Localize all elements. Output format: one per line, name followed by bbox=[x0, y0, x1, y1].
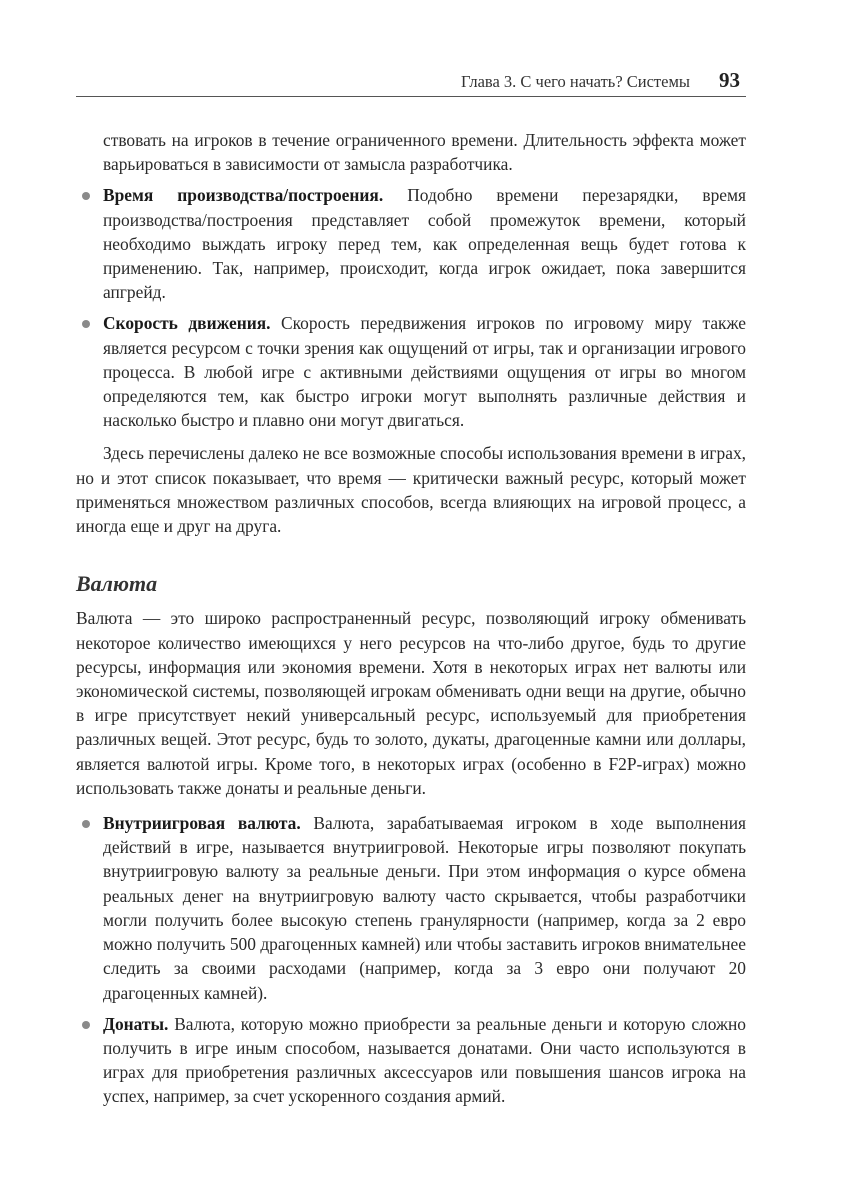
list-item-text: Подобно времени перезарядки, время производства/построения представляет собой промежуток времени, который необходимо выждать игроку перед тем, как определенная вещь будет готова к применению. Так, например, происходит, когда игрок ожидает, пока завершится апгрейд. bbox=[103, 185, 746, 303]
list-item-term: Внутриигровая валюта. bbox=[103, 813, 301, 834]
running-header bbox=[76, 68, 746, 97]
bullet-icon bbox=[82, 320, 90, 328]
summary-paragraph: Здесь перечислены далеко не все возможные способы использования времени в играх, но и этот список показывает, что время — критически важный ресурс, который может применяться множеством различных способов, всегда влияющих на игровой процесс, а иногда еще и друг на друга. bbox=[76, 443, 746, 537]
bullet-icon bbox=[82, 820, 90, 828]
page-body bbox=[76, 128, 746, 1109]
list-item-term: Время производства/построения. bbox=[103, 185, 384, 206]
list-item bbox=[76, 811, 746, 1005]
page-number: 93 bbox=[719, 68, 740, 92]
list-item bbox=[76, 311, 746, 432]
list-item bbox=[76, 1012, 746, 1109]
continuation-text: ствовать на игроков в течение ограниченного времени. Длительность эффекта может варьироваться в зависимости от замысла разработчика. bbox=[103, 130, 746, 175]
section-heading: Валюта bbox=[76, 571, 158, 597]
list-item-term: Донаты. bbox=[103, 1013, 169, 1034]
section-paragraph: Валюта — это широко распространенный ресурс, позволяющий игроку обменивать некоторое количество имеющихся у него ресурсов на что-либо другое, будь то другие ресурсы, информация или экономия времени. Хотя в некоторых играх нет валюты или экономической системы, позволяющей игрокам обменивать одни вещи на другие, обычно в игре присутствует некий универсальный ресурс, используемый для приобретения различных вещей. Этот ресурс, будь то золото, дукаты, драгоценные камни или доллары, является валютой игры. Кроме того, в некоторых играх (особенно в F2P-играх) можно использовать также донаты и реальные деньги. bbox=[76, 608, 746, 798]
list-item-text: Скорость передвижения игроков по игровому миру также является ресурсом с точки зрения как ощущений от игры, так и организации игрового процесса. В любой игре с активными действиями ощущения от игры во многом определяются тем, как быстро игроки могут выполнять различные действия и насколько быстро и плавно они могут двигаться. bbox=[103, 313, 746, 431]
list-item-text: Валюта, зарабатываемая игроком в ходе выполнения действий в игре, называется внутриигровой. Некоторые игры позволяют покупать внутриигровую валюту за реальные деньги. При этом информация о курсе обмена реальных денег на внутриигровую валюту часто скрывается, чтобы разработчики могли получить более высокую степень гранулярности (например, когда за 2 евро можно получить 500 драгоценных камней) или чтобы заставить игроков внимательнее следить за своими расходами (например, когда за 3 евро они получают 20 драгоценных камней). bbox=[103, 813, 746, 1003]
list-item-text: Валюта, которую можно приобрести за реальные деньги и которую сложно получить в игре иным способом, называется донатами. Они часто используются в играх для приобретения различных аксессуаров или повышения шансов игрока на успех, например, за счет ускоренного создания армий. bbox=[103, 1013, 746, 1107]
bullet-icon bbox=[82, 1021, 90, 1029]
list-item-term: Скорость движения. bbox=[103, 313, 271, 334]
running-title: Глава 3. С чего начать? Системы bbox=[461, 72, 690, 91]
bullet-icon bbox=[82, 192, 90, 200]
list-item bbox=[76, 183, 746, 304]
